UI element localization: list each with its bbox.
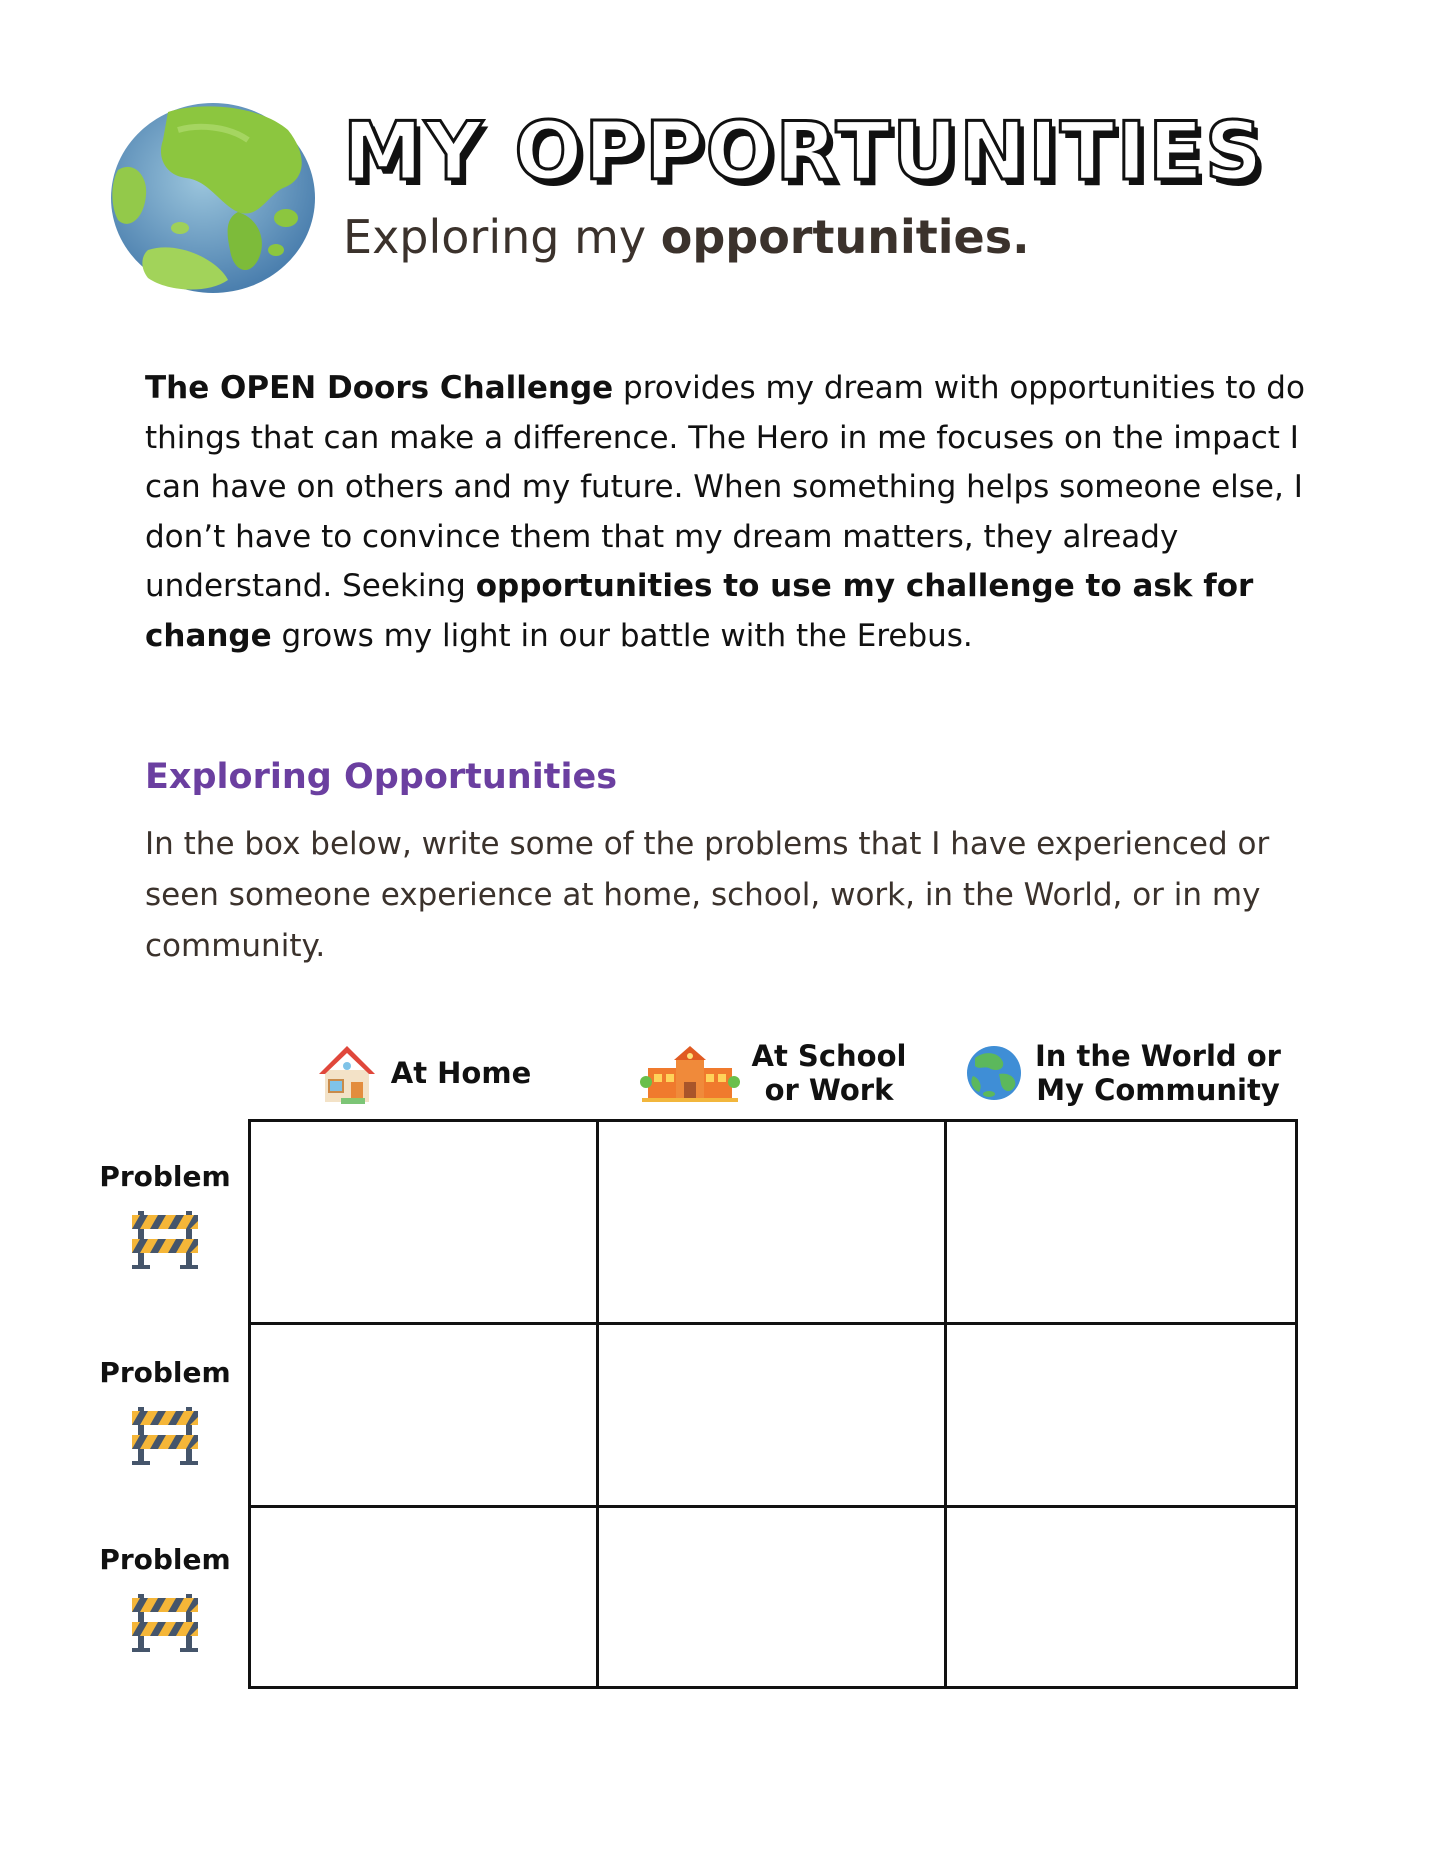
row-label-problem-3 (90, 1543, 240, 1652)
intro-bold-1: The OPEN Doors Challenge (145, 370, 614, 406)
column-label: At Home (390, 1056, 532, 1090)
page-subtitle (343, 212, 1030, 263)
column-label: At School or Work (751, 1039, 907, 1107)
grid-cell-home-3[interactable] (251, 1508, 599, 1686)
column-header-school (598, 1035, 948, 1111)
row-label-text: Problem (99, 1356, 231, 1389)
page-title: MY OPPORTUNITIES (343, 105, 1265, 198)
column-header-world (948, 1035, 1298, 1111)
row-label-problem-1 (90, 1160, 240, 1269)
row-label-text: Problem (99, 1543, 231, 1576)
barrier-icon (130, 1594, 200, 1652)
grid-cell-school-1[interactable] (599, 1122, 947, 1325)
barrier-icon (130, 1407, 200, 1465)
column-header-home (248, 1035, 598, 1111)
grid-cell-school-2[interactable] (599, 1325, 947, 1508)
intro-text-1: provides my dream with opportunities to do things that can make a difference. The Hero in me focuses on the impact I can have on others and my future. When something helps someone else, I don’t have to convince them that my dream matters, they already understand. Seeking (145, 370, 1305, 604)
subtitle-bold: opportunities. (660, 210, 1030, 264)
school-icon (640, 1042, 740, 1104)
house-icon (315, 1040, 379, 1106)
problems-grid (248, 1119, 1298, 1689)
subtitle-plain: Exploring my (343, 210, 661, 264)
grid-cell-world-2[interactable] (947, 1325, 1295, 1508)
grid-cell-home-2[interactable] (251, 1325, 599, 1508)
grid-cell-world-3[interactable] (947, 1508, 1295, 1686)
row-label-text: Problem (99, 1160, 231, 1193)
intro-text-2: grows my light in our battle with the Erebus. (271, 617, 973, 654)
barrier-icon (130, 1211, 200, 1269)
intro-paragraph (145, 364, 1320, 661)
section-heading: Exploring Opportunities (145, 757, 618, 797)
intro-bold-2: opportunities to use my challenge to ask for change (145, 568, 1254, 654)
column-label: In the World or My Community (1034, 1039, 1281, 1107)
earth-illustration-icon (108, 100, 318, 296)
grid-cell-home-1[interactable] (251, 1122, 599, 1325)
grid-cell-world-1[interactable] (947, 1122, 1295, 1325)
row-label-problem-2 (90, 1356, 240, 1465)
grid-cell-school-3[interactable] (599, 1508, 947, 1686)
globe-icon (965, 1044, 1023, 1102)
instructions-text: In the box below, write some of the problems that I have experienced or seen someone experience at home, school, work, in the World, or in my community. (145, 826, 1270, 964)
